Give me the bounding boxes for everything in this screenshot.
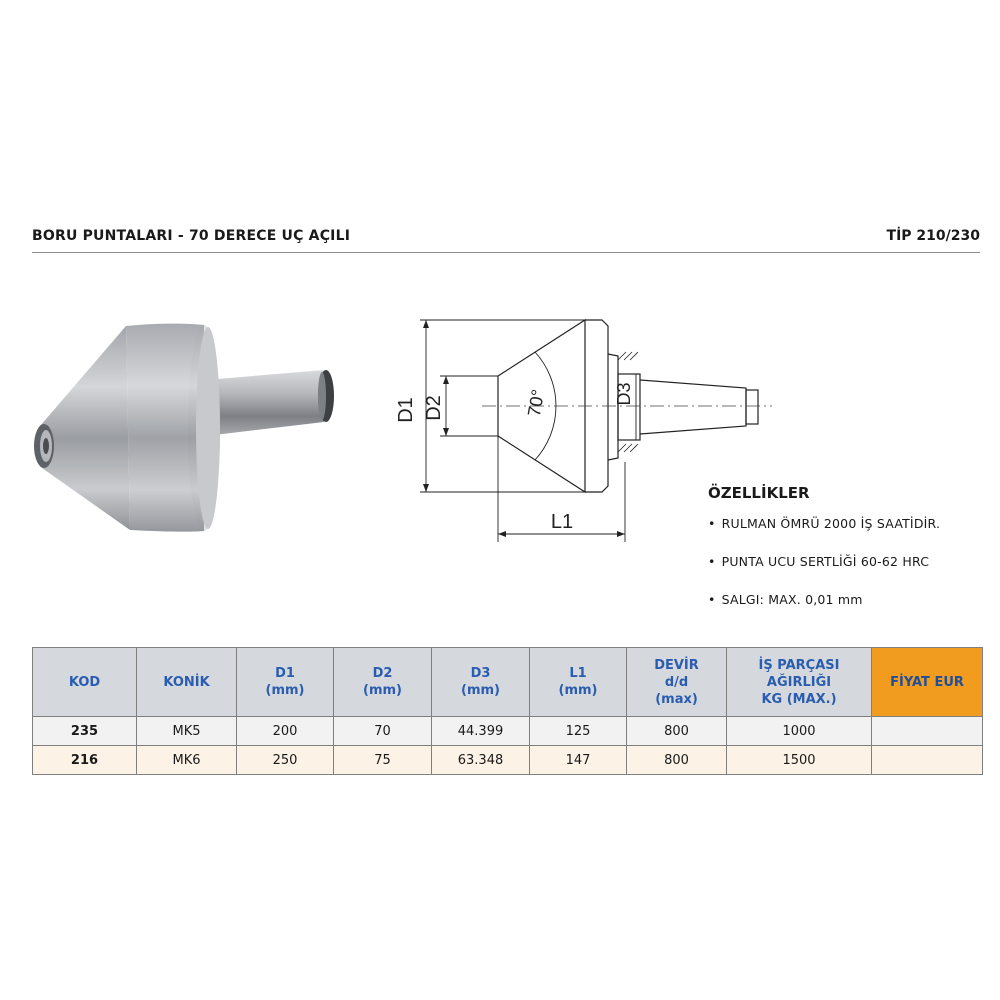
cell-devir: 800 [627, 746, 727, 775]
spec-table [32, 647, 983, 775]
col-devir: DEVİR d/d (max) [627, 648, 727, 717]
page-title: BORU PUNTALARI - 70 DERECE UÇ AÇILI [32, 228, 351, 244]
cell-fiyat [872, 717, 983, 746]
type-code: TİP 210/230 [886, 228, 980, 244]
cell-devir: 800 [627, 717, 727, 746]
cell-kod: 216 [33, 746, 137, 775]
col-konik: KONİK [137, 648, 237, 717]
label-angle: 70° [523, 387, 549, 419]
features-title: ÖZELLİKLER [708, 484, 810, 502]
bullet: • [708, 592, 716, 607]
col-agirlik: İŞ PARÇASI AĞIRLIĞI KG (MAX.) [727, 648, 872, 717]
feature-item: • RULMAN ÖMRÜ 2000 İŞ SAATİDİR. [708, 516, 941, 531]
cell-d3: 44.399 [432, 717, 530, 746]
table-row [33, 746, 983, 775]
cell-d3: 63.348 [432, 746, 530, 775]
cell-konik: MK6 [137, 746, 237, 775]
label-d3: D3 [614, 382, 634, 406]
cell-d1: 250 [237, 746, 334, 775]
cell-d2: 70 [334, 717, 432, 746]
page-header [32, 226, 980, 253]
label-d1: D1 [395, 397, 417, 423]
bullet: • [708, 516, 716, 531]
feature-item: • SALGI: MAX. 0,01 mm [708, 592, 863, 607]
label-l1: L1 [550, 511, 574, 533]
col-l1: L1 (mm) [530, 648, 627, 717]
features-list [708, 516, 988, 616]
cell-fiyat [872, 746, 983, 775]
cell-l1: 125 [530, 717, 627, 746]
col-fiyat: FİYAT EUR [872, 648, 983, 717]
features-section [708, 484, 988, 630]
cell-kod: 235 [33, 717, 137, 746]
bullet: • [708, 554, 716, 569]
table-row [33, 717, 983, 746]
feature-item: • PUNTA UCU SERTLİĞİ 60-62 HRC [708, 554, 930, 569]
col-d1: D1 (mm) [237, 648, 334, 717]
col-kod: KOD [33, 648, 137, 717]
table-header-row [33, 648, 983, 717]
label-d2: D2 [423, 395, 445, 421]
cell-d2: 75 [334, 746, 432, 775]
cell-agirlik: 1000 [727, 717, 872, 746]
cell-l1: 147 [530, 746, 627, 775]
col-d2: D2 (mm) [334, 648, 432, 717]
cell-agirlik: 1500 [727, 746, 872, 775]
product-image [26, 318, 346, 538]
col-d3: D3 (mm) [432, 648, 530, 717]
cell-konik: MK5 [137, 717, 237, 746]
cell-d1: 200 [237, 717, 334, 746]
